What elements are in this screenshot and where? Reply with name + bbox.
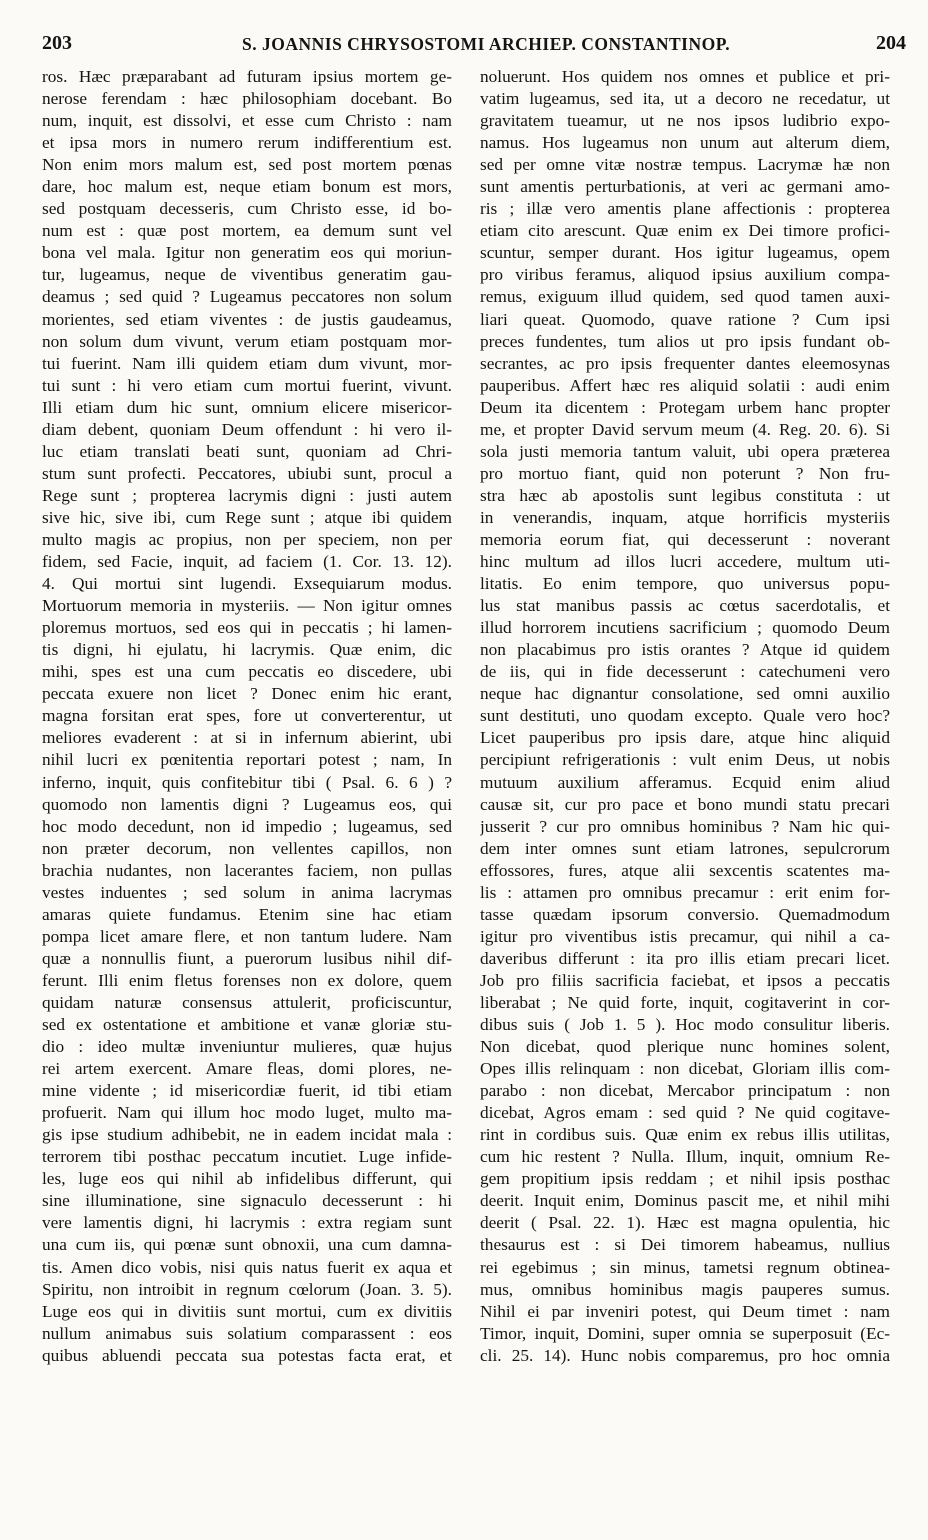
text-line: gem propitium ipsis reddam ; et nihil ipsis posthac: [480, 1169, 890, 1189]
text-line: Luge eos qui in divitiis sunt mortui, cum ex divitiis: [42, 1301, 452, 1321]
text-line: Deum ita dicentem : Protegam urbem hanc propter: [480, 397, 890, 417]
text-line: tui fuerint. Nam illi quidem etiam dum vivunt, mor-: [42, 353, 452, 373]
text-line: Non dicebat, quod plerique nunc homines solent,: [480, 1037, 890, 1057]
text-line: stum sunt profecti. Peccatores, ubiubi sunt, procul a: [42, 463, 452, 483]
text-line: igitur pro viventibus istis precamur, qui nihil a ca-: [480, 926, 890, 946]
text-line: sine illuminatione, sine signaculo decesserunt : hi: [42, 1191, 452, 1211]
text-line: sed postquam decesseris, cum Christo esse, id bo-: [42, 199, 452, 219]
text-line: ros. Hæc præparabant ad futuram ipsius mortem ge-: [42, 67, 452, 86]
text-line: num est : quæ post mortem, ea demum sunt vel: [42, 221, 452, 241]
text-line: nullum animabus suis solatium comparassent : eos: [42, 1323, 452, 1343]
text-line: dibus suis ( Job 1. 5 ). Hoc modo consulitur liberis.: [480, 1015, 890, 1035]
text-line: dem inter omnes sunt etiam latrones, sepulcrorum: [480, 838, 890, 858]
text-line: num, inquit, est dissolvi, et esse cum Christo : nam: [42, 111, 452, 131]
text-line: remus, exiguum illud quidem, sed quod tamen auxi-: [480, 287, 890, 307]
text-line: meliores evaderent : at si in infernum abierint, ubi: [42, 728, 452, 748]
text-line: gravitatem tueamur, ut ne nos ipsos ludibrio expo-: [480, 111, 890, 131]
text-line: fidem, sed Facie, inquit, ad faciem (1. Cor. 13. 12).: [42, 552, 452, 572]
text-line: mine vidente ; id misericordiæ fuerit, id tibi etiam: [42, 1081, 452, 1101]
text-line: Spiritu, non introibit in regnum cœlorum (Joan. 3. 5).: [42, 1279, 452, 1299]
text-line: tur, lugeamus, neque de viventibus generatim gau-: [42, 265, 452, 285]
text-line: neque hac dignantur consolatione, sed omni auxilio: [480, 684, 890, 704]
text-line: nihil lucri ex pœnitentia reportari potest ; nam, In: [42, 750, 452, 770]
text-line: rei egebimus ; sin minus, tametsi regnum obtinea-: [480, 1257, 890, 1277]
text-line: pro mortuo fiant, quid non poterunt ? Non fru-: [480, 463, 890, 483]
text-line: deerit. Inquit enim, Dominus pascit me, et nihil mihi: [480, 1191, 890, 1211]
text-line: brachia nudantes, non lacerantes faciem, non pullas: [42, 860, 452, 880]
text-line: pro viribus feramus, aliquod ipsius auxilium compa-: [480, 265, 890, 285]
text-line: peccata exuere non licet ? Donec enim hic erant,: [42, 684, 452, 704]
text-line: bona vel mala. Igitur non generatim eos qui moriun-: [42, 243, 452, 263]
text-line: magna forsitan erat spes, fore ut converterentur, ut: [42, 706, 452, 726]
right-column: [480, 66, 890, 1367]
text-line: una cum iis, qui pœnæ sunt obnoxii, una cum damna-: [42, 1235, 452, 1255]
text-line: effossores, fures, atque alii sexcentis scatentes ma-: [480, 860, 890, 880]
text-line: rei artem exercent. Amare fleas, domi plores, ne-: [42, 1059, 452, 1079]
text-line: quidam naturæ consensus attulerit, proficiscuntur,: [42, 992, 452, 1012]
text-line: Opes illis relinquam : non dicebat, Gloriam illis com-: [480, 1059, 890, 1079]
text-line: nerose ferendam : hæc philosophiam docebant. Bo: [42, 89, 452, 109]
text-line: dio : ideo multæ inveniuntur mulieres, quæ hujus: [42, 1037, 452, 1057]
text-line: mus, omnibus hominibus magis pauperes sumus.: [480, 1279, 890, 1299]
text-line: cli. 25. 14). Hunc nobis comparemus, pro hoc omnia: [480, 1345, 890, 1365]
text-line: pauperibus. Affert hæc res aliquid solatii : audi enim: [480, 375, 890, 395]
text-line: sed per omne vitæ nostræ tempus. Lacrymæ hæ non: [480, 155, 890, 175]
text-line: gis ipse studium adhibebit, ne in eadem incidat mala :: [42, 1125, 452, 1145]
text-line: amaras quiete fundamus. Etenim sine hac etiam: [42, 904, 452, 924]
text-line: mihi, spes est una cum peccatis eo discedere, ubi: [42, 662, 452, 682]
text-line: thesaurus est : si Dei timorem habeamus, nullius: [480, 1235, 890, 1255]
text-line: illud horrorem incutiens sacrificium ; quomodo Deum: [480, 618, 890, 638]
text-line: vere lamentis digni, hi lacrymis : extra regiam sunt: [42, 1213, 452, 1233]
text-line: parabo : non dicebat, Mercabor principatum : non: [480, 1081, 890, 1101]
text-line: tasse quædam ipsorum conversio. Quemadmodum: [480, 904, 890, 924]
left-column: [42, 66, 452, 1367]
text-line: vestes induentes ; sed solum in anima lacrymas: [42, 882, 452, 902]
text-line: luc etiam translati beati sunt, quoniam ad Chri-: [42, 441, 452, 461]
text-line: dare, hoc malum est, neque etiam bonum est mors,: [42, 177, 452, 197]
text-line: mutuum auxilium afferamus. Ecquid enim aliud: [480, 772, 890, 792]
text-line: memoria eorum fiat, qui decesserunt : noverant: [480, 529, 890, 549]
text-line: daveribus differunt : ita pro illis etiam precari licet.: [480, 948, 890, 968]
text-line: Mortuorum memoria in mysteriis. — Non igitur omnes: [42, 596, 452, 616]
text-line: dicebat, Agros emam : sed quid ? Ne quid cogitave-: [480, 1103, 890, 1123]
text-line: non solum dum vivunt, verum etiam postquam mor-: [42, 331, 452, 351]
text-line: hinc multum ad illos lucri accedere, multum uti-: [480, 552, 890, 572]
text-line: Non enim mors malum est, sed post mortem pœnas: [42, 155, 452, 175]
text-line: ris ; illæ vero amentis plane affectionis : propterea: [480, 199, 890, 219]
text-line: et ipsa mors in numero rerum indifferentium est.: [42, 133, 452, 153]
text-line: quibus abluendi peccata sua potestas facta erat, et: [42, 1345, 452, 1365]
text-line: sola justi memoria tantum valuit, ubi opera præterea: [480, 441, 890, 461]
text-line: rint in cordibus suis. Quæ enim ex rebus illis utilitas,: [480, 1125, 890, 1145]
text-line: etiam cito arescunt. Quæ enim ex Dei timore profici-: [480, 221, 890, 241]
text-line: lis : attamen pro omnibus precamur : erit enim for-: [480, 882, 890, 902]
text-line: ferunt. Illi enim fletus forenses non ex dolore, quem: [42, 970, 452, 990]
text-line: Rege sunt ; propterea lacrymis digni : justi autem: [42, 485, 452, 505]
text-line: les, luge eos qui nihil ab infidelibus differunt, qui: [42, 1169, 452, 1189]
text-line: profuerit. Nam qui illum hoc modo luget, multo ma-: [42, 1103, 452, 1123]
text-line: Timor, inquit, Domini, super omnia se superposuit (Ec-: [480, 1323, 890, 1343]
text-line: ploremus mortuos, sed eos qui in peccatis ; hi lamen-: [42, 618, 452, 638]
text-line: cum hic restent ? Nulla. Illum, inquit, omnium Re-: [480, 1147, 890, 1167]
text-line: quæ a nonnullis fiunt, a puerorum lusibus nihil dif-: [42, 948, 452, 968]
text-line: Job pro filiis sacrificia faciebat, et ipsos a peccatis: [480, 970, 890, 990]
text-line: secrantes, ac pro ipsis frequenter dantes eleemosynas: [480, 353, 890, 373]
text-line: sed ex ostentatione et ambitione et vanæ gloriæ stu-: [42, 1015, 452, 1035]
text-line: stra hæc ab apostolis sunt legibus constituta : ut: [480, 485, 890, 505]
text-line: terrorem tibi posthac peccatum incutiet. Luge infide-: [42, 1147, 452, 1167]
text-line: liberabat ; Ne quid forte, inquit, cogitaverint in cor-: [480, 992, 890, 1012]
text-line: 4. Qui mortui sint lugendi. Exsequiarum modus.: [42, 574, 452, 594]
text-line: preces fundentes, tum alios ut pro ipsis fundant ob-: [480, 331, 890, 351]
text-line: jusserit ? cur pro omnibus hominibus ? Nam hic qui-: [480, 816, 890, 836]
text-line: namus. Hos lugeamus non unum aut alterum diem,: [480, 133, 890, 153]
running-title: S. JOANNIS CHRYSOSTOMI ARCHIEP. CONSTANTINOP.: [242, 34, 731, 54]
text-line: causæ sit, cur pro pace et bono mundi statu precari: [480, 794, 890, 814]
text-line: de iis, qui in fide decesserunt : catechumeni vero: [480, 662, 890, 682]
text-line: liari queat. Quomodo, quave ratione ? Cum ipsi: [480, 309, 890, 329]
text-line: sunt amentis perturbationis, at veri ac germani amo-: [480, 177, 890, 197]
text-line: diam debent, quoniam Deum offendunt : hi vero il-: [42, 419, 452, 439]
text-line: lus stat manibus passis ac cœtus sacerdotalis, et: [480, 596, 890, 616]
text-line: sive hic, sive ibi, cum Rege sunt ; atque ibi quidem: [42, 507, 452, 527]
text-line: percipiunt refrigerationis : vult enim Deus, ut nobis: [480, 750, 890, 770]
page-number-left: 203: [42, 32, 72, 54]
text-line: multo magis ac propius, non per speciem, non per: [42, 529, 452, 549]
text-line: non placabimus pro istis orantes ? Atque id quidem: [480, 640, 890, 660]
text-line: me, et propter David servum meum (4. Reg. 20. 6). Si: [480, 419, 890, 439]
page-number-right: 204: [876, 32, 906, 54]
text-line: morientes, sed etiam viventes : de justis gaudeamus,: [42, 309, 452, 329]
text-line: quomodo non lamentis digni ? Lugeamus eos, qui: [42, 794, 452, 814]
text-line: non præter decorum, non vellentes capillos, non: [42, 838, 452, 858]
running-header: [42, 32, 906, 60]
text-line: noluerunt. Hos quidem nos omnes et publice et pri-: [480, 67, 890, 86]
text-line: litatis. Eo enim tempore, quo universus popu-: [480, 574, 890, 594]
text-line: pompa licet amare flere, et non tantum ludere. Nam: [42, 926, 452, 946]
text-line: Illi etiam dum hic sunt, omnium elicere misericor-: [42, 397, 452, 417]
text-line: inferno, inquit, quis confitebitur tibi ( Psal. 6. 6 ) ?: [42, 772, 452, 792]
text-line: Licet pauperibus pro ipsis dare, atque hinc aliquid: [480, 728, 890, 748]
text-line: tis digni, hi ejulatu, hi lacrymis. Quæ enim, dic: [42, 640, 452, 660]
text-line: scuntur, semper durant. Hos igitur lugeamus, opem: [480, 243, 890, 263]
text-line: deamus ; sed quid ? Lugeamus peccatores non solum: [42, 287, 452, 307]
text-line: sunt destituti, uno quodam excepto. Quale vero hoc?: [480, 706, 890, 726]
text-line: vatim lugeamus, sed ita, ut a decoro ne recedatur, ut: [480, 89, 890, 109]
text-line: deerit ( Psal. 22. 1). Hæc est magna opulentia, hic: [480, 1213, 890, 1233]
text-line: tis. Amen dico vobis, nisi quis natus fuerit ex aqua et: [42, 1257, 452, 1277]
text-line: hoc modo decedunt, non id impedio ; lugeamus, sed: [42, 816, 452, 836]
text-line: in venerandis, inquam, atque horrificis mysteriis: [480, 507, 890, 527]
text-line: Nihil ei par inveniri potest, qui Deum timet : nam: [480, 1301, 890, 1321]
text-line: tui sunt : hi vero etiam cum mortui fuerint, vivunt.: [42, 375, 452, 395]
